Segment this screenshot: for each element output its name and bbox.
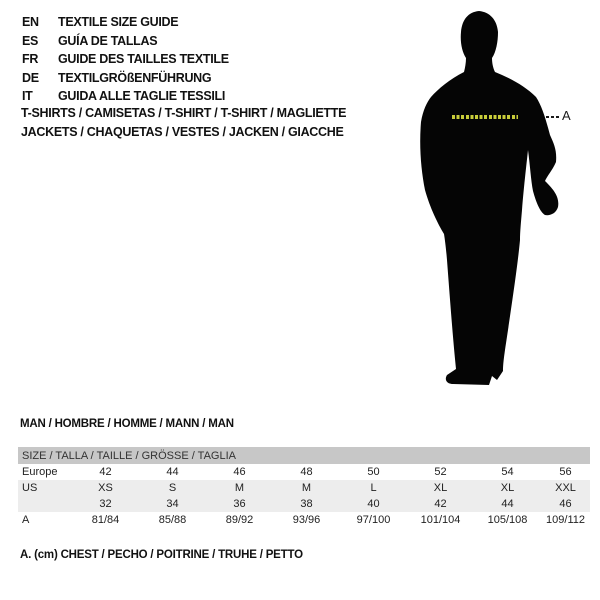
cell-europe-7: 54 — [501, 466, 514, 478]
lang-label-es: GUÍA DE TALLAS — [58, 33, 158, 48]
cell-europe-5: 50 — [367, 466, 380, 478]
category-line-jackets: JACKETS / CHAQUETAS / VESTES / JACKEN / GIACCHE — [21, 124, 344, 139]
cell-a-6: 101/104 — [420, 514, 461, 526]
row-label-europe: Europe — [22, 466, 58, 478]
lang-label-fr: GUIDE DES TAILLES TEXTILE — [58, 52, 229, 67]
cell-a-1: 81/84 — [91, 514, 120, 526]
cell-europe-3: 46 — [233, 466, 246, 478]
cell-alt-8: 46 — [541, 496, 590, 512]
row-label-alt-size — [18, 496, 72, 512]
cell-alt-7: 44 — [474, 496, 541, 512]
lang-label-de: TEXTILGRÖßENFÜHRUNG — [58, 70, 212, 85]
cell-us-5: L — [340, 480, 407, 496]
table-row-europe — [18, 464, 590, 480]
lang-code-en: EN — [22, 15, 39, 30]
language-title-list — [22, 13, 229, 106]
cell-a-4: 93/96 — [292, 514, 321, 526]
man-silhouette-path — [420, 11, 558, 385]
lang-label-en: TEXTILE SIZE GUIDE — [58, 15, 179, 30]
lang-code-es: ES — [22, 33, 39, 48]
lang-code-de: DE — [22, 70, 39, 85]
cell-alt-3: 36 — [206, 496, 273, 512]
measure-label-a: A — [562, 108, 571, 123]
measure-pointer-dashes — [546, 116, 560, 118]
chest-measure-footnote: A. (cm) CHEST / PECHO / POITRINE / TRUHE / PETTO — [20, 549, 303, 561]
cell-a-2: 85/88 — [158, 514, 187, 526]
cell-europe-6: 52 — [434, 466, 447, 478]
table-row-us — [18, 480, 590, 496]
section-title-man: MAN / HOMBRE / HOMME / MANN / MAN — [20, 418, 234, 430]
cell-us-3: M — [206, 480, 273, 496]
size-table-header-row — [18, 447, 590, 464]
cell-alt-2: 34 — [139, 496, 206, 512]
table-row-alt-size — [18, 496, 590, 512]
lang-code-fr: FR — [22, 52, 39, 67]
cell-europe-2: 44 — [166, 466, 179, 478]
cell-a-5: 97/100 — [356, 514, 391, 526]
cell-us-1: XS — [72, 480, 139, 496]
lang-row-de — [22, 69, 229, 88]
row-label-a: A — [22, 514, 30, 526]
lang-row-en — [22, 13, 229, 32]
category-line-tshirts: T-SHIRTS / CAMISETAS / T-SHIRT / T-SHIRT / MAGLIETTE — [21, 106, 347, 120]
cell-us-8: XXL — [541, 480, 590, 496]
cell-alt-6: 42 — [407, 496, 474, 512]
cell-alt-1: 32 — [72, 496, 139, 512]
cell-us-7: XL — [474, 480, 541, 496]
lang-row-it — [22, 87, 229, 106]
lang-row-fr — [22, 50, 229, 69]
cell-us-4: M — [273, 480, 340, 496]
lang-label-it: GUIDA ALLE TAGLIE TESSILI — [58, 89, 226, 104]
cell-europe-8: 56 — [559, 466, 572, 478]
lang-row-es — [22, 32, 229, 51]
table-row-chest-a — [18, 512, 590, 528]
size-table-header: SIZE / TALLA / TAILLE / GRÖSSE / TAGLIA — [18, 447, 590, 464]
lang-code-it: IT — [22, 89, 33, 104]
cell-a-7: 105/108 — [487, 514, 528, 526]
cell-a-3: 89/92 — [225, 514, 254, 526]
cell-us-2: S — [139, 480, 206, 496]
cell-europe-4: 48 — [300, 466, 313, 478]
category-heading — [21, 104, 346, 141]
size-table — [18, 447, 590, 528]
chest-measure-dashed-line — [452, 115, 518, 119]
cell-a-8: 109/112 — [546, 514, 585, 526]
cell-alt-5: 40 — [340, 496, 407, 512]
cell-europe-1: 42 — [99, 466, 112, 478]
cell-alt-4: 38 — [273, 496, 340, 512]
row-label-us: US — [18, 480, 72, 496]
cell-us-6: XL — [407, 480, 474, 496]
